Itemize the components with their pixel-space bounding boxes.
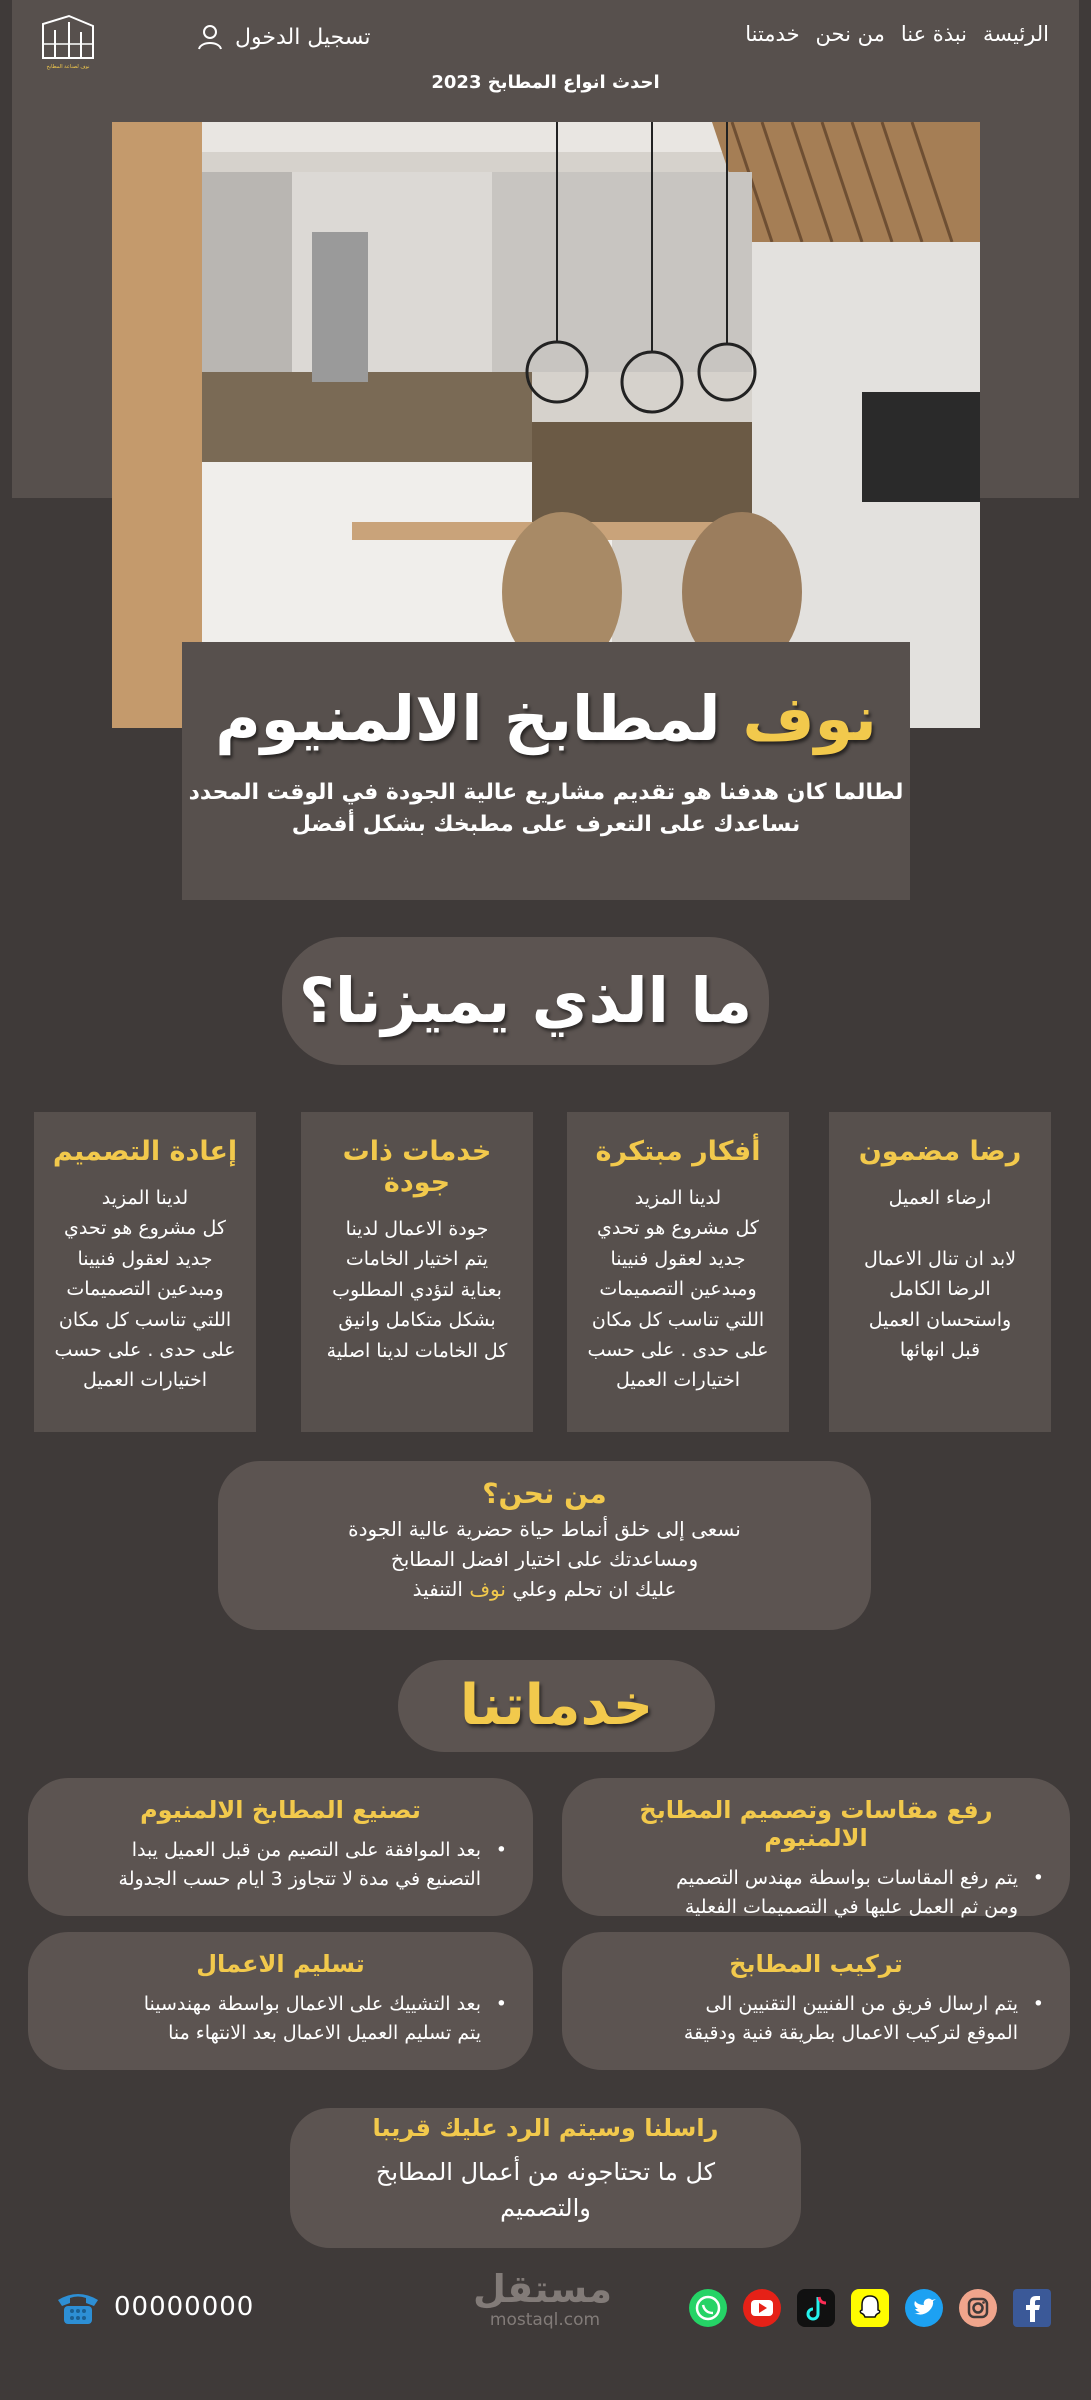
service-title: رفع مقاسات وتصميم المطابخ الالمنيوم bbox=[639, 1796, 993, 1852]
feature-card-quality bbox=[301, 1112, 533, 1432]
snapchat-icon[interactable] bbox=[850, 2288, 890, 2328]
service-desc-line1: يتم رفع المقاسات بواسطة مهندس التصميم bbox=[676, 1867, 1018, 1889]
page-subtitle: احدث انواع المطابخ 2023 bbox=[431, 72, 660, 93]
contact-box[interactable] bbox=[290, 2108, 801, 2248]
service-card-installation bbox=[562, 1932, 1070, 2070]
service-title: تصنيع المطابخ الالمنيوم bbox=[140, 1796, 421, 1824]
feature-title: خدمات ذات جودة bbox=[342, 1136, 492, 1198]
login-label: تسجيل الدخول bbox=[235, 24, 371, 50]
hero-description bbox=[182, 777, 910, 841]
whatsapp-icon[interactable] bbox=[688, 2288, 728, 2328]
about-section bbox=[218, 1461, 871, 1630]
service-desc-line1: بعد التشييك على الاعمال بواسطة مهندسينا bbox=[143, 1993, 481, 2015]
nav-who-we-are[interactable]: من نحن bbox=[815, 22, 885, 46]
feature-card-redesign bbox=[34, 1112, 256, 1432]
about-line3 bbox=[218, 1574, 871, 1604]
feature-body: لدينا المزيد كل مشروع هو تحدي جديد لعقول فنيينا ومبدعين التصميمات اللتي تناسب كل مكان على حدى . على حسب اختيارات العميل bbox=[587, 1187, 769, 1392]
login-button[interactable] bbox=[195, 22, 371, 52]
service-desc-line2: التصنيع في مدة لا تتجاوز 3 ايام حسب الجدولة bbox=[118, 1867, 481, 1890]
feature-body: ارضاء العميل لابد ان تنال الاعمال الرضا الكامل واستحسان العميل قبل انهائها bbox=[863, 1187, 1017, 1361]
hero-desc-line2: نساعدك على التعرف على مطبخك بشكل أفضل bbox=[291, 811, 801, 837]
feature-body: لدينا المزيد كل مشروع هو تحدي جديد لعقول فنيينا ومبدعين التصميمات اللتي تناسب كل مكان على حدى . على حسب اختيارات العميل bbox=[54, 1187, 236, 1392]
service-card-manufacturing bbox=[28, 1778, 533, 1916]
why-us-heading: ما الذي يميزنا؟ bbox=[282, 937, 769, 1065]
feature-body: جودة الاعمال لدينا يتم اختيار الخامات بعناية لتؤدي المطلوب بشكل متكامل وانيق كل الخامات لدينا اصلية bbox=[326, 1218, 508, 1362]
about-line2: ومساعدتك على اختيار افضل المطابخ bbox=[390, 1547, 699, 1571]
service-desc bbox=[54, 1990, 507, 2047]
services-heading: خدماتنا bbox=[398, 1660, 715, 1752]
feature-card-satisfaction bbox=[829, 1112, 1051, 1432]
hero-brand: نوف bbox=[742, 682, 877, 755]
nav-about-brief[interactable]: نبذة عنا bbox=[900, 22, 967, 46]
service-desc bbox=[588, 1990, 1044, 2047]
about-line1: نسعى إلى خلق أنماط حياة حضرية عالية الجودة bbox=[348, 1517, 741, 1541]
about-brand: نوف bbox=[469, 1577, 506, 1601]
service-desc-line2: الموقع لتركيب الاعمال بطريقة فنية ودقيقة bbox=[683, 2021, 1018, 2044]
watermark-url: mostaql.com bbox=[489, 2310, 601, 2330]
nav-services[interactable]: خدمتنا bbox=[745, 22, 800, 46]
service-desc-line1: يتم ارسال فريق من الفنيين التقنيين الى bbox=[705, 1993, 1018, 2015]
youtube-icon[interactable] bbox=[742, 2288, 782, 2328]
feature-card-innovation bbox=[567, 1112, 789, 1432]
phone-contact[interactable] bbox=[54, 2286, 254, 2328]
service-card-delivery bbox=[28, 1932, 533, 2070]
contact-title: راسلنا وسيتم الرد عليك قريبا bbox=[372, 2114, 719, 2142]
service-desc-line2: ومن ثم العمل عليها في التصميمات الفعلية bbox=[684, 1895, 1018, 1918]
facebook-icon[interactable] bbox=[1012, 2288, 1052, 2328]
service-title: تسليم الاعمال bbox=[196, 1950, 365, 1978]
nav-home[interactable]: الرئيسة bbox=[983, 22, 1049, 46]
phone-number: 00000000 bbox=[114, 2292, 255, 2322]
service-desc bbox=[54, 1836, 507, 1893]
service-desc-line2: يتم تسليم العميل الاعمال بعد الانتهاء منا bbox=[168, 2021, 481, 2044]
contact-line1: كل ما تحتاجونه من أعمال المطابخ bbox=[375, 2158, 716, 2186]
about-title: من نحن؟ bbox=[482, 1477, 607, 1510]
contact-line2: والتصميم bbox=[500, 2194, 591, 2222]
about-line3-end: التنفيذ bbox=[412, 1577, 463, 1601]
service-desc bbox=[588, 1864, 1044, 1921]
watermark-arabic: مستقل bbox=[473, 2267, 612, 2311]
hero-title-rest: لمطابخ الالمنيوم bbox=[215, 682, 721, 755]
social-icons bbox=[688, 2288, 1052, 2328]
twitter-icon[interactable] bbox=[904, 2288, 944, 2328]
user-icon bbox=[195, 22, 225, 52]
hero-desc-line1: لطالما كان هدفنا هو تقديم مشاريع عالية الجودة في الوقت المحدد bbox=[188, 780, 904, 805]
feature-title: رضا مضمون bbox=[858, 1136, 1022, 1167]
service-card-measure-design bbox=[562, 1778, 1070, 1916]
logo-mark bbox=[39, 14, 97, 62]
kitchen-hero-image bbox=[112, 122, 980, 728]
feature-title: أفكار مبتكرة bbox=[595, 1136, 761, 1167]
tiktok-icon[interactable] bbox=[796, 2288, 836, 2328]
service-title: تركيب المطابخ bbox=[729, 1950, 903, 1978]
service-desc-line1: بعد الموافقة على التصيم من قبل العميل يبدا bbox=[131, 1839, 481, 1861]
mostaql-watermark bbox=[473, 2267, 612, 2330]
logo[interactable] bbox=[36, 14, 100, 74]
hero-title bbox=[182, 682, 910, 755]
logo-caption: نوف لصناعة المطابخ bbox=[46, 64, 90, 70]
phone-icon bbox=[54, 2286, 102, 2328]
main-nav bbox=[745, 22, 1049, 46]
hero-box bbox=[182, 642, 910, 900]
feature-title: إعادة التصميم bbox=[52, 1136, 238, 1167]
about-line3-start: عليك ان تحلم وعلي bbox=[512, 1577, 677, 1601]
instagram-icon[interactable] bbox=[958, 2288, 998, 2328]
